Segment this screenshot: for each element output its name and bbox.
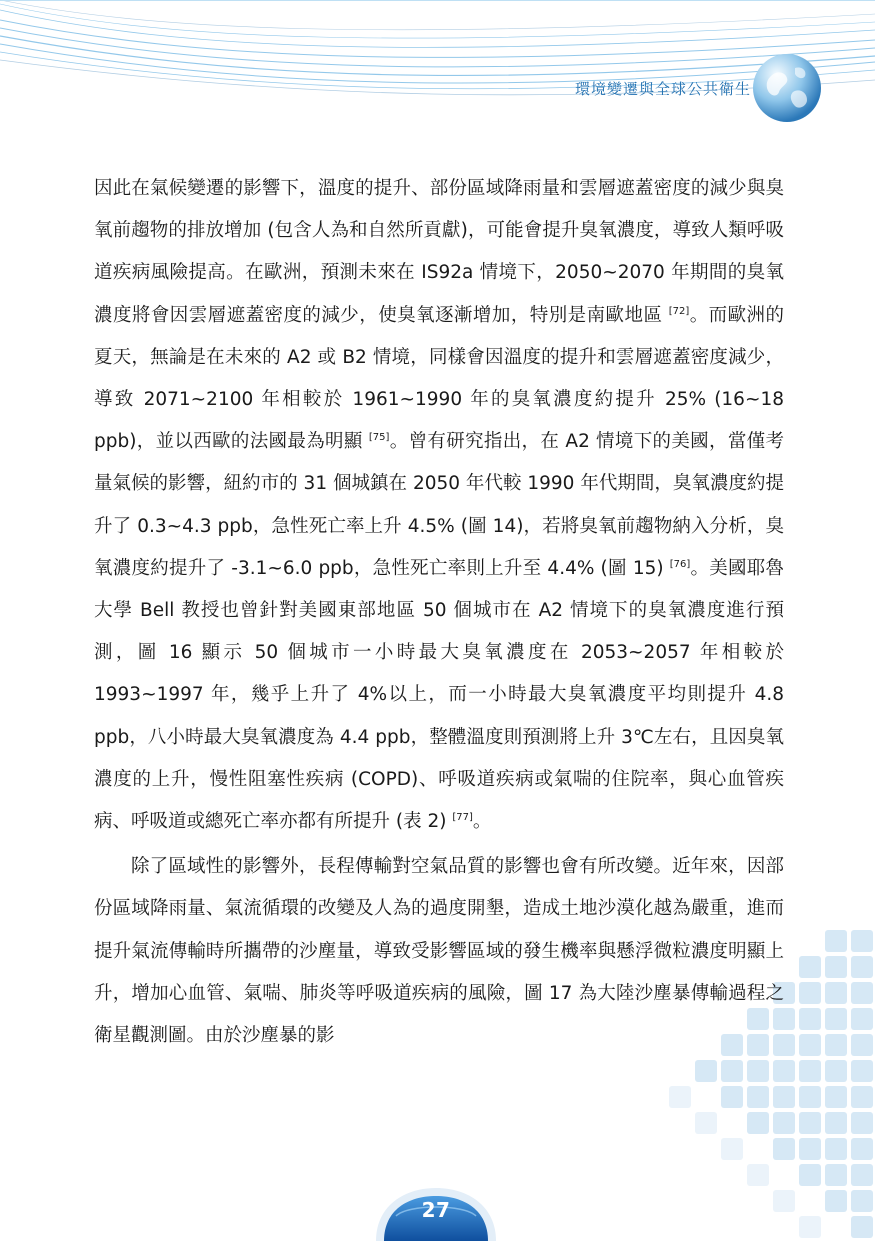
article-body bbox=[94, 168, 784, 1057]
paragraph bbox=[94, 168, 784, 843]
page-number: 27 bbox=[421, 1198, 451, 1222]
citation-ref: [72] bbox=[668, 305, 690, 317]
globe-icon bbox=[751, 52, 823, 124]
header-wave-decoration bbox=[0, 0, 875, 130]
citation-ref: [75] bbox=[368, 432, 390, 444]
text-run: 除了區域性的影響外，長程傳輸對空氣品質的影響也會有所改變。近年來，因部份區域降雨量、氣流循環的改變及人為的過度開墾，造成土地沙漠化越為嚴重，進而提升氣流傳輸時所攜帶的沙塵量，導致受影響區域的發生機率與懸浮微粒濃度明顯上升，增加心血管、氣喘、肺炎等呼吸道疾病的風險，圖 17 為大陸沙塵暴傳輸過程之衛星觀測圖。由於沙塵暴的影 bbox=[94, 856, 784, 1047]
text-run: 。而歐洲的夏天，無論是在未來的 A2 或 B2 情境，同樣會因溫度的提升和雲層遮蓋密度減少，導致 2071~2100 年相較於 1961~1990 年的臭氧濃度約提升 25% (16~18 ppb)，並以西歐的法國最為明顯 bbox=[94, 304, 784, 453]
citation-ref: [77] bbox=[452, 811, 473, 823]
citation-ref: [76] bbox=[669, 558, 691, 570]
text-run: 。 bbox=[472, 811, 492, 833]
text-run: 。美國耶魯大學 Bell 教授也曾針對美國東部地區 50 個城市在 A2 情境下的臭氧濃度進行預測，圖 16 顯示 50 個城市一小時最大臭氧濃度在 2053~2057 年相較於 1993~1997 年，幾乎上升了 4%以上，而一小時最大臭氧濃度平均則提升 4.8 ppb，八小時最大臭氧濃度為 4.4 ppb，整體溫度則預測將上升 3℃左右，且因臭氧濃度的上升，慢性阻塞性疾病 (COPD)、呼吸道疾病或氣喘的住院率，與心血管疾病、呼吸道或總死亡率亦都有所提升 (表 2) bbox=[94, 557, 784, 833]
paragraph bbox=[94, 846, 784, 1057]
text-run: 。曾有研究指出，在 A2 情境下的美國，當僅考量氣候的影響，紐約市的 31 個城鎮在 2050 年代較 1990 年代期間，臭氧濃度約提升了 0.3~4.3 ppb，急性死亡率上升 4.5% (圖 14)，若將臭氧前趨物納入分析，臭氧濃度約提升了 -3.1~6.0 ppb，急性死亡率則上升至 4.4% (圖 15) bbox=[94, 431, 784, 579]
running-header-title: 環境變遷與全球公共衛生 bbox=[574, 80, 751, 98]
text-run: 因此在氣候變遷的影響下，溫度的提升、部份區域降雨量和雲層遮蓋密度的減少與臭氧前趨物的排放增加 (包含人為和自然所貢獻)，可能會提升臭氧濃度，導致人類呼吸道疾病風險提高。在歐洲，預測未來在 IS92a 情境下，2050~2070 年期間的臭氧濃度將會因雲層遮蓋密度的減少，使臭氧逐漸增加，特別是南歐地區 bbox=[94, 178, 784, 326]
